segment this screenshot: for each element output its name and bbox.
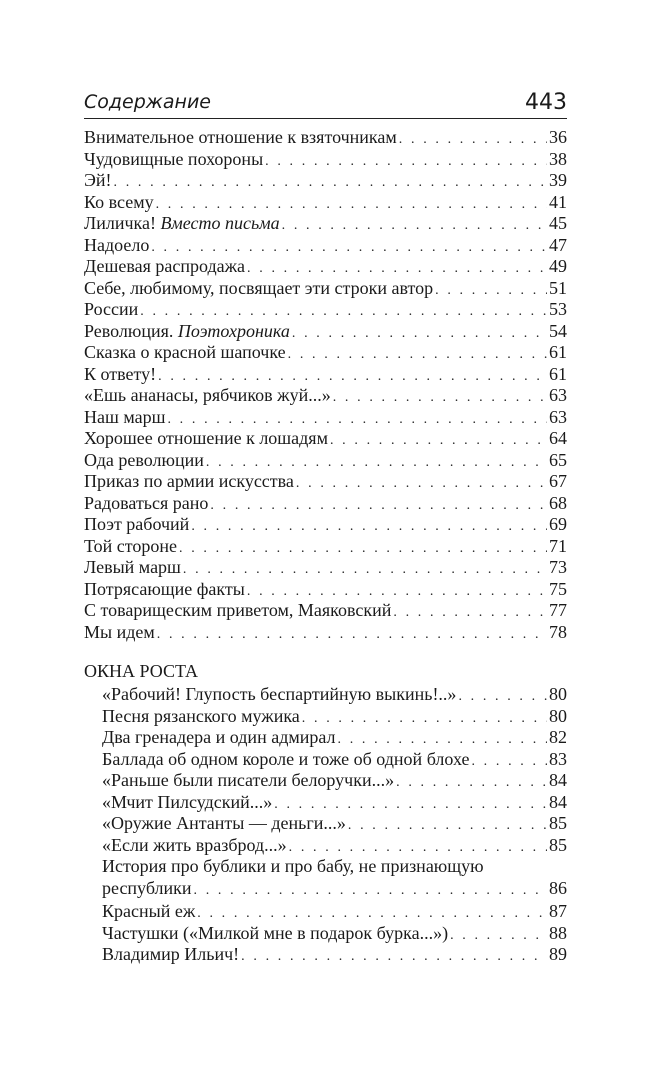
toc-entry [84,192,567,214]
toc-entry-page: 53 [549,299,567,319]
toc-entry [84,407,567,429]
running-header [84,86,567,119]
toc-entry-page: 61 [549,363,567,384]
toc-entry-page: 68 [549,492,567,513]
toc-leader-dots [167,412,547,428]
toc-leader-dots [330,433,547,449]
toc-entry-title-text: Потрясающие факты [84,578,245,599]
toc-entry-title [84,407,165,428]
toc-leader-dots [140,304,547,320]
toc-entry-title [102,835,287,856]
toc-leader-dots [210,498,547,514]
toc-entry-title [84,493,208,514]
toc-leader-dots [399,132,547,148]
toc-entry-title [84,256,245,277]
toc-entry-page: 75 [549,578,567,599]
toc-leader-dots [206,455,547,471]
toc-entry [84,428,567,450]
toc-entry-title-text: «Раньше были писатели белоручки...» [102,770,395,790]
toc-entry-page: 77 [549,600,567,620]
toc-entry-page: 63 [549,406,567,427]
toc-entry-title [84,450,204,471]
toc-entry-title-text: Ода революции [84,449,204,470]
toc-entry-title [84,428,328,449]
toc-leader-dots [450,928,547,944]
toc-entry-page: 47 [549,234,567,255]
toc-entry [84,471,567,493]
toc-entry-title [84,514,189,535]
toc-entry [84,727,567,749]
toc-entry-page: 86 [549,877,567,898]
toc-entry [84,256,567,278]
toc-entry [84,514,567,536]
toc-leader-dots [183,562,547,578]
toc-entry-title [102,684,456,705]
toc-entry-title-text: Надоело [84,234,150,255]
toc-leader-dots [282,218,547,234]
toc-entry-page: 84 [549,791,567,812]
toc-entry-subtitle: Поэтохроника [177,320,290,341]
toc-entry [84,622,567,644]
toc-entry [84,813,567,835]
toc-entry-title-text: Красный еж [102,901,196,921]
toc-entry-page: 83 [549,748,567,769]
section-heading: ОКНА РОСТА [84,661,199,681]
toc-entry-page: 80 [549,684,567,704]
toc-entry-title-text: Левый марш [84,557,181,577]
toc-entry-title [102,749,469,770]
toc-entry-page: 41 [549,191,567,212]
toc-entry [84,557,567,579]
toc-entry-page: 80 [549,705,567,726]
toc-entry-title-text: Эй! [84,170,112,190]
toc-entry [84,706,567,728]
toc-entry-title [84,622,155,643]
toc-entry-title-text: Ко всему [84,191,154,212]
toc-leader-dots [179,541,547,557]
toc-main-entries [84,127,567,643]
toc-entry-title-text: Себе, любимому, посвящает эти строки автор [84,277,434,298]
toc-entry-title [102,770,394,791]
toc-leader-dots [247,584,547,600]
toc-leader-dots [338,732,548,748]
toc-entry-line [102,856,567,878]
toc-entry-title [102,923,448,944]
toc-leader-dots [114,175,547,191]
toc-leader-dots [333,390,547,406]
toc-entry-page: 39 [549,170,567,190]
toc-entry-title-text: Той стороне [84,535,178,556]
toc-entry-title-text: Два гренадера и один адмирал [102,727,336,747]
toc-entry-title [84,170,112,191]
toc-entry-title-text: Радоваться рано [84,492,209,513]
toc-entry-title-text: С товарищеским приветом, Маяковский [84,600,392,620]
toc-entry [84,385,567,407]
toc-entry-page: 84 [549,770,567,790]
toc-entry [84,342,567,364]
toc-entry-title-text: Поэт рабочий [84,514,190,534]
toc-entry-title [84,192,154,213]
toc-entry-title-text: «Ешь ананасы, рябчиков жуй...» [84,385,331,405]
toc-entry-title-text: Революция. [84,320,178,341]
toc-entry-title-text: Наш марш [84,406,166,427]
toc-entry-title [84,213,280,234]
toc-entry-page: 82 [549,727,567,747]
toc-entry [84,278,567,300]
toc-entry-title [102,727,336,748]
toc-entry-title-text: «Если жить вразброд...» [102,834,287,855]
toc-entry-page: 38 [549,148,567,169]
toc-entry-title-text: Приказ по армии искусства [84,471,294,491]
toc-entry-title-text: Дешевая распродажа [84,256,246,276]
toc-entry [84,923,567,945]
toc-entry-title [84,364,156,385]
toc-leader-dots [191,519,547,535]
toc-entry [84,600,567,622]
toc-section-entries [84,684,567,966]
toc-leader-dots [151,240,547,256]
toc-leader-dots [197,906,547,922]
toc-entry [84,684,567,706]
toc-entry-title: История про бублики и про бабу, не признающую [102,856,484,876]
toc-entry-title-text: Лиличка! [84,213,161,233]
toc-entry-title [84,579,245,600]
toc-entry-title [84,299,138,320]
toc-entry [84,792,567,814]
toc-entry-title [84,278,433,299]
toc-leader-dots [247,261,547,277]
toc-entry-subtitle: Вместо письма [160,213,280,233]
toc-entry-title-text: Мы идем [84,621,155,642]
toc-entry-title [102,813,346,834]
toc-entry-title [84,385,331,406]
toc-entry [84,213,567,235]
toc-entry-title [102,792,272,813]
toc-leader-dots [265,154,547,170]
toc-entry-page: 85 [549,813,567,833]
toc-leader-dots [396,775,547,791]
toc-leader-dots [348,818,547,834]
toc-leader-dots [156,197,547,213]
toc-leader-dots [458,689,547,705]
toc-entry-title [84,321,290,342]
toc-leader-dots [471,754,547,770]
toc-entry-title-text: Частушки («Милкой мне в подарок бурка...») [102,922,449,943]
toc-entry [84,944,567,966]
toc-entry-title [84,536,177,557]
toc-entry [84,170,567,192]
toc-entry-title [84,149,263,170]
toc-entry-page: 67 [549,471,567,491]
toc-leader-dots [292,326,547,342]
toc-entry-page: 63 [549,385,567,405]
toc-leader-dots [288,347,547,363]
toc-entry-page: 69 [549,514,567,534]
toc-entry [84,835,567,857]
toc-entry-title [84,471,294,492]
toc-leader-dots [158,369,547,385]
table-of-contents [84,127,567,966]
toc-entry-title [102,706,300,727]
toc-entry-title-text: Песня рязанского мужика [102,705,300,726]
toc-entry [84,770,567,792]
toc-entry-title-text: «Рабочий! Глупость беспартийную выкинь!..» [102,684,457,704]
toc-entry-title [84,600,391,621]
toc-entry [84,235,567,257]
toc-entry [84,127,567,149]
header-page-number: 443 [525,90,567,115]
toc-entry-page: 64 [549,428,567,448]
toc-entry-title-text: К ответу! [84,363,157,384]
toc-entry [84,579,567,601]
toc-entry-page: 89 [549,944,567,964]
toc-entry-page: 61 [549,342,567,362]
toc-entry-title [102,944,239,965]
toc-entry [84,321,567,343]
toc-entry [84,901,567,923]
toc-leader-dots [393,605,547,621]
toc-leader-dots [302,711,547,727]
toc-entry-title-text: Хорошее отношение к лошадям [84,428,328,448]
toc-entry-title-text: Баллада об одном короле и тоже об одной блохе [102,748,470,769]
toc-entry-page: 71 [549,535,567,556]
toc-entry [84,493,567,515]
toc-entry-title [84,127,397,148]
toc-entry-line [102,878,567,902]
toc-entry-page: 36 [549,127,567,147]
toc-leader-dots [157,627,547,643]
toc-entry-page: 73 [549,557,567,577]
toc-entry-title-text: Внимательное отношение к взяточникам [84,127,397,147]
toc-entry-title-cont: республики [102,877,192,898]
toc-entry-title [84,557,181,578]
toc-entry-title-text: «Оружие Антанты — деньги...» [102,813,346,833]
toc-entry-page: 88 [549,922,567,943]
header-title: Содержание [84,91,211,113]
toc-leader-dots [435,283,547,299]
toc-entry-title-text: Сказка о красной шапочке [84,342,286,362]
toc-entry-page: 87 [549,901,567,921]
toc-leader-dots [296,476,547,492]
toc-entry-page: 49 [549,256,567,276]
toc-entry-title-text: России [84,299,139,319]
toc-entry-title [84,235,149,256]
toc-entry [84,364,567,386]
toc-entry-page: 85 [549,834,567,855]
toc-entry [84,856,567,901]
toc-entry-page: 45 [549,213,567,233]
toc-entry [84,450,567,472]
toc-entry-page: 78 [549,621,567,642]
toc-entry [84,149,567,171]
toc-entry [84,299,567,321]
toc-entry-title-text: Владимир Ильич! [102,944,240,964]
toc-entry-title [102,901,195,922]
toc-leader-dots [274,797,547,813]
toc-entry [84,536,567,558]
toc-entry-title [84,342,286,363]
toc-leader-dots [194,880,547,902]
toc-leader-dots [241,949,547,965]
toc-entry-page: 54 [549,320,567,341]
toc-entry [84,749,567,771]
toc-entry-title-text: Чудовищные похороны [84,148,264,169]
toc-entry-page: 65 [549,449,567,470]
toc-leader-dots [289,840,547,856]
toc-entry-title-text: «Мчит Пилсудский...» [102,791,273,812]
toc-entry-page: 51 [549,277,567,298]
